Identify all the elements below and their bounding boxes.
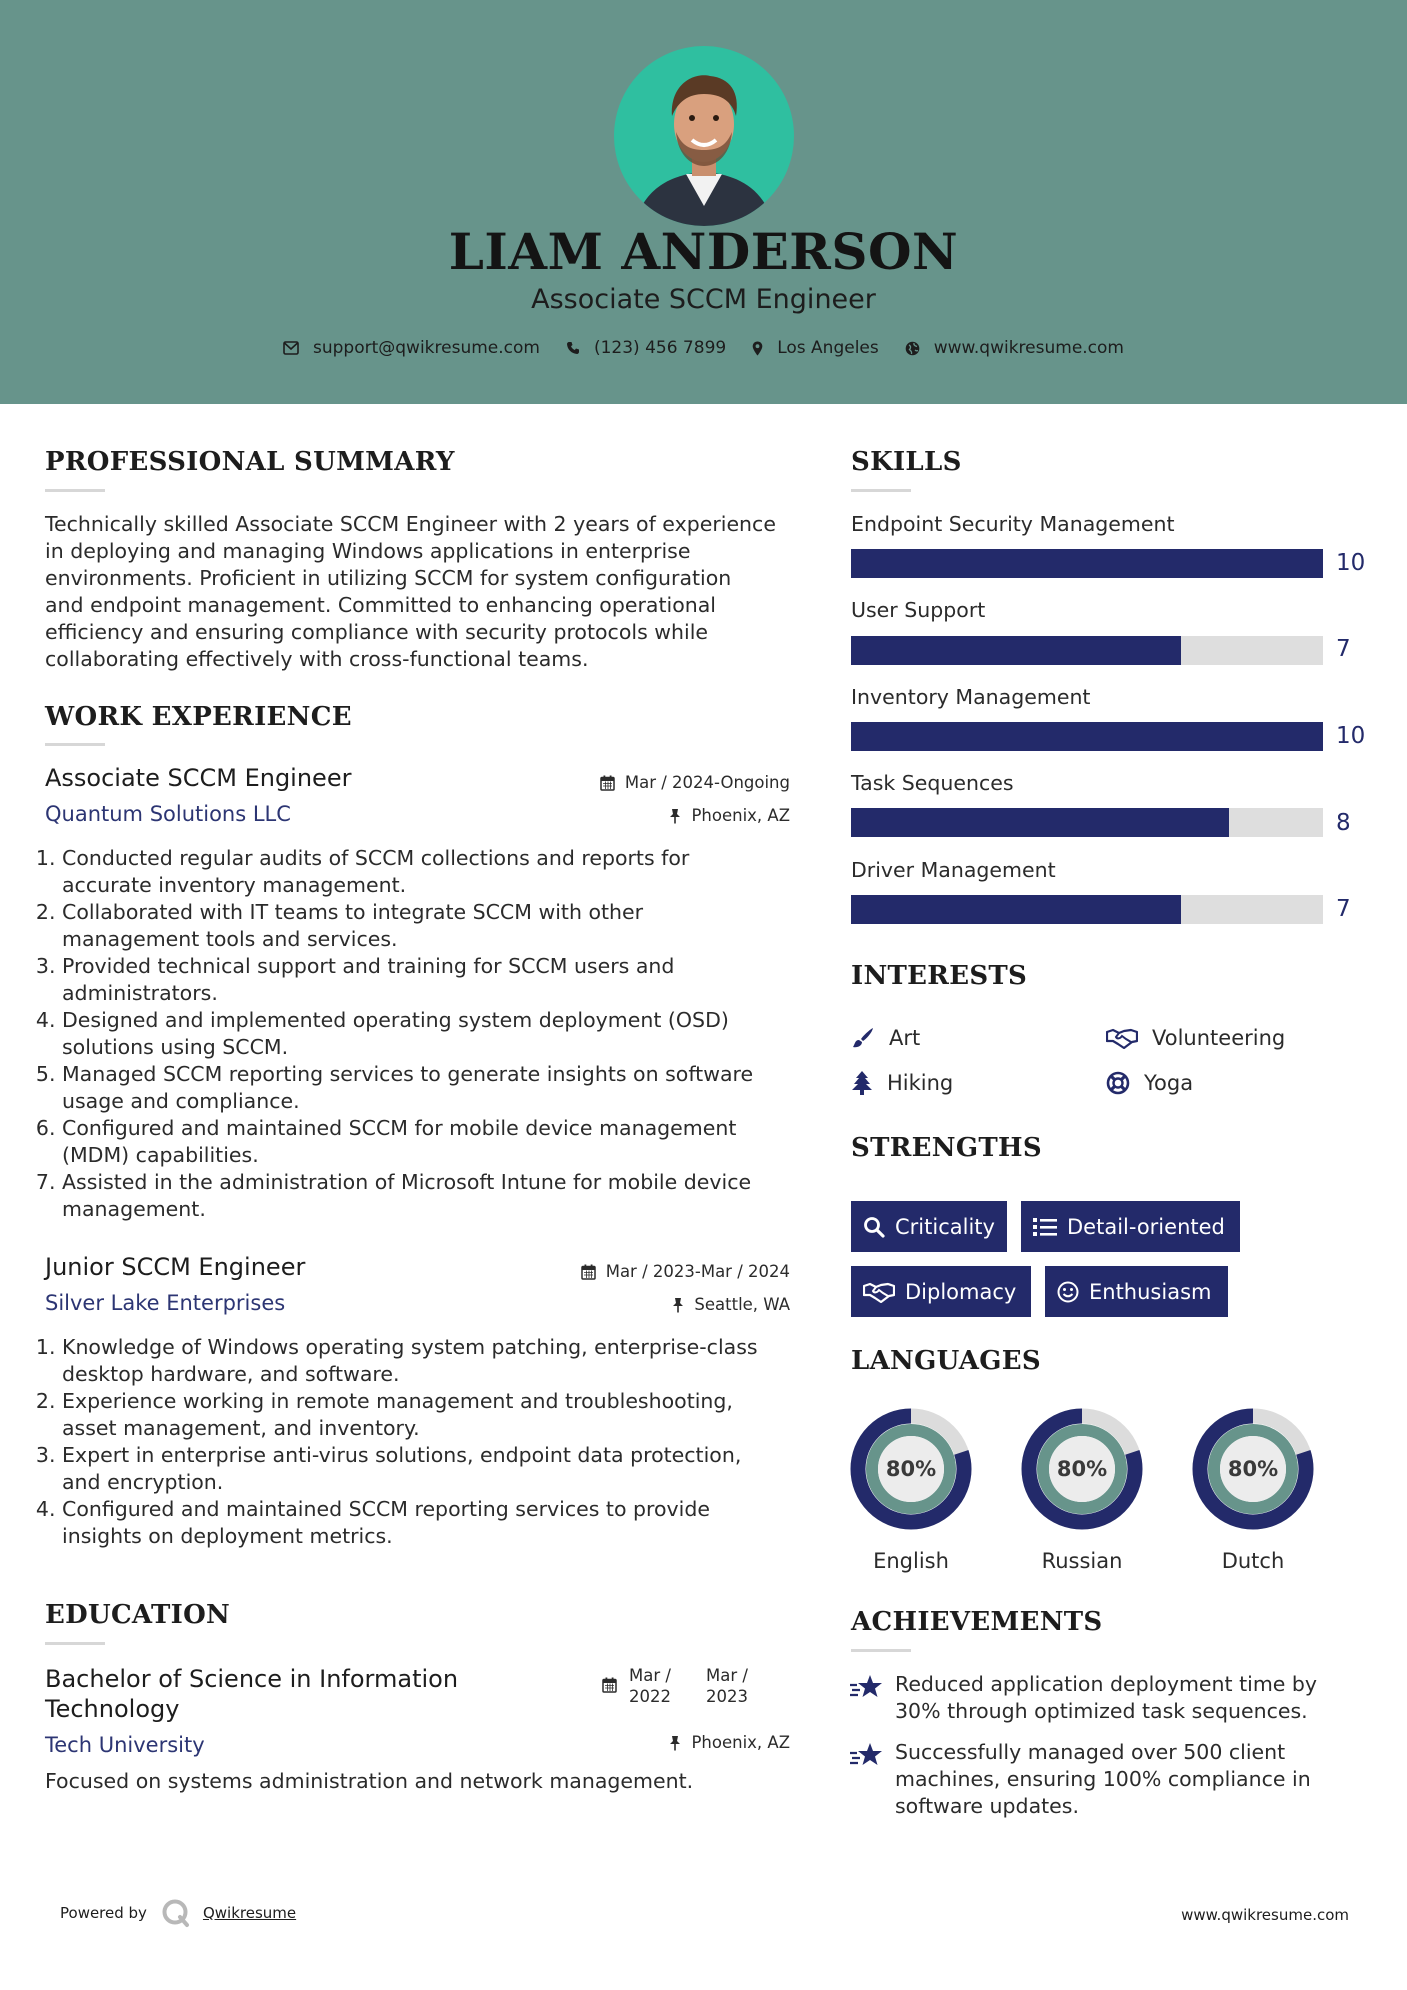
education-start-date: Mar / 2022: [629, 1666, 671, 1706]
candidate-role: Associate SCCM Engineer: [531, 284, 876, 315]
list-item: 6. Configured and maintained SCCM for mobile device management (MDM) capabilities.: [62, 1115, 814, 1169]
skill-bar-fill: [851, 808, 1229, 837]
job-location: [669, 806, 790, 825]
education-location-text: Phoenix, AZ: [691, 1733, 790, 1752]
phone-icon: [566, 341, 580, 355]
degree-line: Technology: [45, 1695, 180, 1723]
education-heading-rule: [45, 1642, 105, 1645]
achievements-heading: ACHIEVEMENTS: [851, 1607, 1103, 1637]
job-location: [672, 1295, 790, 1314]
qwikresume-logo-icon: [161, 1898, 191, 1928]
summary-text: [45, 511, 805, 673]
lifering-icon: [1106, 1071, 1130, 1095]
skill-bar-fill: [851, 722, 1323, 751]
interest-item: [851, 1026, 920, 1050]
footer-powered-by: [60, 1898, 296, 1928]
interest-item: [1106, 1026, 1285, 1050]
summary-line: environments. Proficient in utilizing SCCM for system configuration: [45, 566, 732, 590]
footer-website[interactable]: www.qwikresume.com: [1181, 1906, 1349, 1924]
list-item: 3. Expert in enterprise anti-virus solutions, endpoint data protection, and encryption.: [62, 1442, 814, 1496]
job-dates-text: Mar / 2023-Mar / 2024: [605, 1262, 790, 1281]
star-award-icon: [849, 1741, 883, 1769]
envelope-icon: [283, 341, 299, 355]
school-name: Tech University: [45, 1733, 205, 1757]
achievement-text: Reduced application deployment time by 30% through optimized task sequences.: [895, 1672, 1318, 1723]
degree-line: Bachelor of Science in Information: [45, 1665, 459, 1693]
skill-name: Task Sequences: [851, 771, 1014, 795]
list-item: 5. Managed SCCM reporting services to generate insights on software usage and compliance.: [62, 1061, 814, 1115]
location-text: Los Angeles: [777, 338, 879, 358]
skill-score: 7: [1336, 896, 1351, 922]
powered-by-text: Powered by: [60, 1904, 147, 1922]
contact-phone[interactable]: [566, 338, 726, 358]
list-icon: [1033, 1217, 1057, 1237]
profile-photo: [614, 46, 794, 226]
interest-item: [1106, 1071, 1193, 1095]
strength-label: Detail-oriented: [1067, 1214, 1225, 1239]
job-dates: [581, 1262, 790, 1281]
candidate-name: LIAM ANDERSON: [448, 222, 959, 281]
language-percent: 80%: [1056, 1457, 1108, 1481]
summary-line: efficiency and ensuring compliance with security protocols while: [45, 620, 709, 644]
list-item: 2. Experience working in remote management and troubleshooting, asset management, and inventory.: [62, 1388, 814, 1442]
job-duties-list: [44, 845, 814, 1223]
achievements-heading-rule: [851, 1649, 911, 1652]
languages-heading: LANGUAGES: [851, 1346, 1041, 1376]
strength-chip: [851, 1201, 1007, 1252]
skill-name: Driver Management: [851, 858, 1056, 882]
tree-icon: [851, 1071, 873, 1095]
job-dates: [600, 773, 790, 792]
job-dates-text: Mar / 2024-Ongoing: [624, 773, 790, 792]
language-percent: 80%: [1227, 1457, 1279, 1481]
achievement-text: Successfully managed over 500 client machines, ensuring 100% compliance in software updates.: [895, 1740, 1311, 1818]
education-heading: EDUCATION: [45, 1600, 231, 1630]
strengths-heading: STRENGTHS: [851, 1133, 1042, 1163]
paintbrush-icon: [851, 1026, 875, 1050]
strength-label: Diplomacy: [905, 1279, 1017, 1304]
contact-row: [0, 338, 1407, 358]
star-award-icon: [849, 1673, 883, 1701]
company-name: Quantum Solutions LLC: [45, 802, 291, 826]
skill-score: 10: [1336, 723, 1366, 749]
interest-label: Art: [889, 1026, 921, 1050]
contact-location: [752, 338, 879, 358]
job-location-text: Phoenix, AZ: [691, 806, 790, 825]
language-item: [1020, 1407, 1144, 1573]
skill-bar: [851, 636, 1323, 665]
skill-bar-fill: [851, 549, 1323, 578]
resume-header: [0, 0, 1407, 404]
education-location: [669, 1733, 790, 1752]
skill-bar: [851, 808, 1323, 837]
search-icon: [863, 1216, 885, 1238]
interest-item: [851, 1071, 953, 1095]
summary-heading-rule: [45, 489, 105, 492]
website-text: www.qwikresume.com: [933, 338, 1124, 358]
skill-name: Inventory Management: [851, 685, 1091, 709]
list-item: 7. Assisted in the administration of Microsoft Intune for mobile device management.: [62, 1169, 814, 1223]
list-item: 2. Collaborated with IT teams to integrate SCCM with other management tools and services.: [62, 899, 814, 953]
language-name: Dutch: [1221, 1549, 1285, 1573]
skill-score: 10: [1336, 550, 1366, 576]
strength-label: Enthusiasm: [1089, 1279, 1212, 1304]
pushpin-icon: [669, 1735, 681, 1751]
list-item: 4. Configured and maintained SCCM reporting services to provide insights on deployment metrics.: [62, 1496, 814, 1550]
strength-chip: [851, 1266, 1031, 1317]
globe-icon: [905, 341, 920, 356]
language-name: English: [873, 1549, 949, 1573]
person-avatar-icon: [614, 46, 794, 226]
summary-line: collaborating effectively with cross-functional teams.: [45, 647, 589, 671]
calendar-icon: [602, 1677, 617, 1693]
skill-bar: [851, 549, 1323, 578]
language-name: Russian: [1041, 1549, 1123, 1573]
summary-line: and endpoint management. Committed to enhancing operational: [45, 593, 716, 617]
strength-label: Criticality: [895, 1214, 995, 1239]
company-name: Silver Lake Enterprises: [45, 1291, 286, 1315]
map-pin-icon: [752, 341, 763, 356]
achievement-item: [849, 1671, 1369, 1725]
language-item: [849, 1407, 973, 1573]
handshake-icon: [863, 1281, 895, 1303]
language-item: [1191, 1407, 1315, 1573]
strength-chip: [1045, 1266, 1228, 1317]
experience-heading: WORK EXPERIENCE: [45, 702, 352, 732]
interest-label: Yoga: [1144, 1071, 1194, 1095]
job-title: Junior SCCM Engineer: [45, 1253, 306, 1281]
skills-heading-rule: [851, 489, 911, 492]
list-item: 3. Provided technical support and training for SCCM users and administrators.: [62, 953, 814, 1007]
list-item: 1. Conducted regular audits of SCCM collections and reports for accurate inventory management.: [62, 845, 814, 899]
skills-heading: SKILLS: [851, 447, 962, 477]
skill-score: 8: [1336, 810, 1351, 836]
contact-website[interactable]: [905, 338, 1124, 358]
interest-label: Hiking: [887, 1071, 954, 1095]
interests-heading: INTERESTS: [851, 961, 1028, 991]
calendar-icon: [581, 1264, 596, 1280]
degree-title: [45, 1664, 458, 1724]
job-title: Associate SCCM Engineer: [45, 764, 352, 792]
qwikresume-link[interactable]: Qwikresume: [202, 1904, 297, 1922]
skill-bar-fill: [851, 895, 1181, 924]
experience-heading-rule: [45, 743, 105, 746]
handshake-icon: [1106, 1027, 1138, 1049]
skill-score: 7: [1336, 636, 1351, 662]
summary-line: Technically skilled Associate SCCM Engineer with 2 years of experience: [45, 512, 776, 536]
list-item: 1. Knowledge of Windows operating system patching, enterprise-class desktop hardware, and software.: [62, 1334, 814, 1388]
skill-bar-fill: [851, 636, 1181, 665]
education-description: Focused on systems administration and network management.: [45, 1769, 694, 1793]
calendar-icon: [600, 775, 615, 791]
achievement-item: [849, 1739, 1369, 1820]
education-end-date: Mar / 2023: [706, 1666, 748, 1706]
summary-heading: PROFESSIONAL SUMMARY: [45, 447, 455, 477]
strength-chip: [1021, 1201, 1240, 1252]
skill-name: User Support: [851, 598, 986, 622]
skill-name: Endpoint Security Management: [851, 512, 1175, 536]
phone-text: (123) 456 7899: [593, 338, 727, 358]
skill-bar: [851, 722, 1323, 751]
language-percent: 80%: [885, 1457, 937, 1481]
smile-icon: [1057, 1281, 1079, 1303]
contact-email[interactable]: [283, 338, 540, 358]
pushpin-icon: [669, 808, 681, 824]
list-item: 4. Designed and implemented operating system deployment (OSD) solutions using SCCM.: [62, 1007, 814, 1061]
interest-label: Volunteering: [1152, 1026, 1286, 1050]
email-text: support@qwikresume.com: [313, 338, 540, 358]
pushpin-icon: [672, 1297, 684, 1313]
job-location-text: Seattle, WA: [694, 1295, 790, 1314]
skill-bar: [851, 895, 1323, 924]
job-duties-list: [44, 1334, 814, 1550]
summary-line: in deploying and managing Windows applications in enterprise: [45, 539, 691, 563]
